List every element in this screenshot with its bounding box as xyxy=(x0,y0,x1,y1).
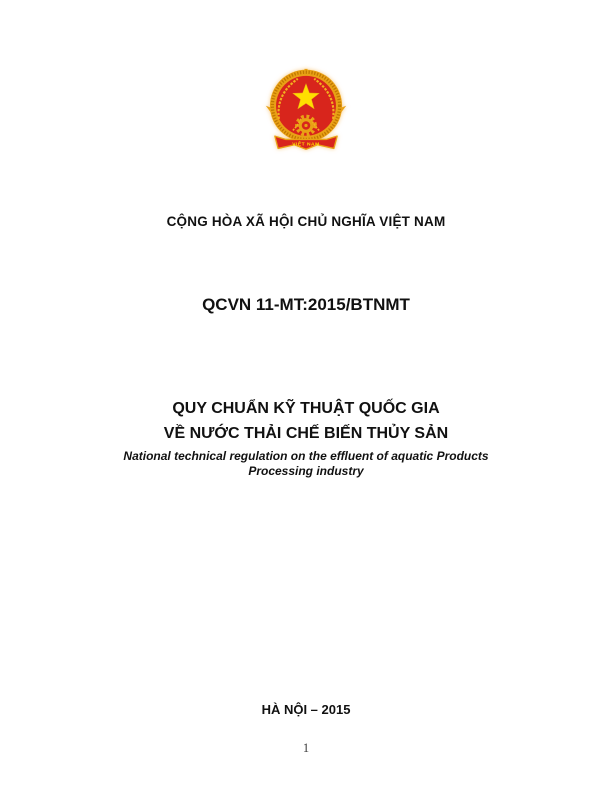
place-year: HÀ NỘI – 2015 xyxy=(261,702,351,717)
country-title: CỘNG HÒA XÃ HỘI CHỦ NGHĨA VIỆT NAM xyxy=(166,214,446,229)
page-number: 1 xyxy=(302,741,310,755)
vietnam-national-emblem xyxy=(265,68,347,160)
main-title-block xyxy=(0,396,612,446)
regulation-code: QCVN 11-MT:2015/BTNMT xyxy=(202,295,410,314)
vietnam-national-emblem-icon xyxy=(265,68,347,160)
emblem-banner-text: VIỆT NAM xyxy=(292,142,320,148)
english-subtitle-line-2: Processing industry xyxy=(248,464,364,478)
main-title-line-2: VỀ NƯỚC THẢI CHẾ BIẾN THỦY SẢN xyxy=(163,425,449,442)
english-subtitle-block xyxy=(0,449,612,479)
main-title-line-1: QUY CHUẨN KỸ THUẬT QUỐC GIA xyxy=(172,400,440,417)
english-subtitle-line-1: National technical regulation on the effluent of aquatic Products xyxy=(123,449,489,463)
